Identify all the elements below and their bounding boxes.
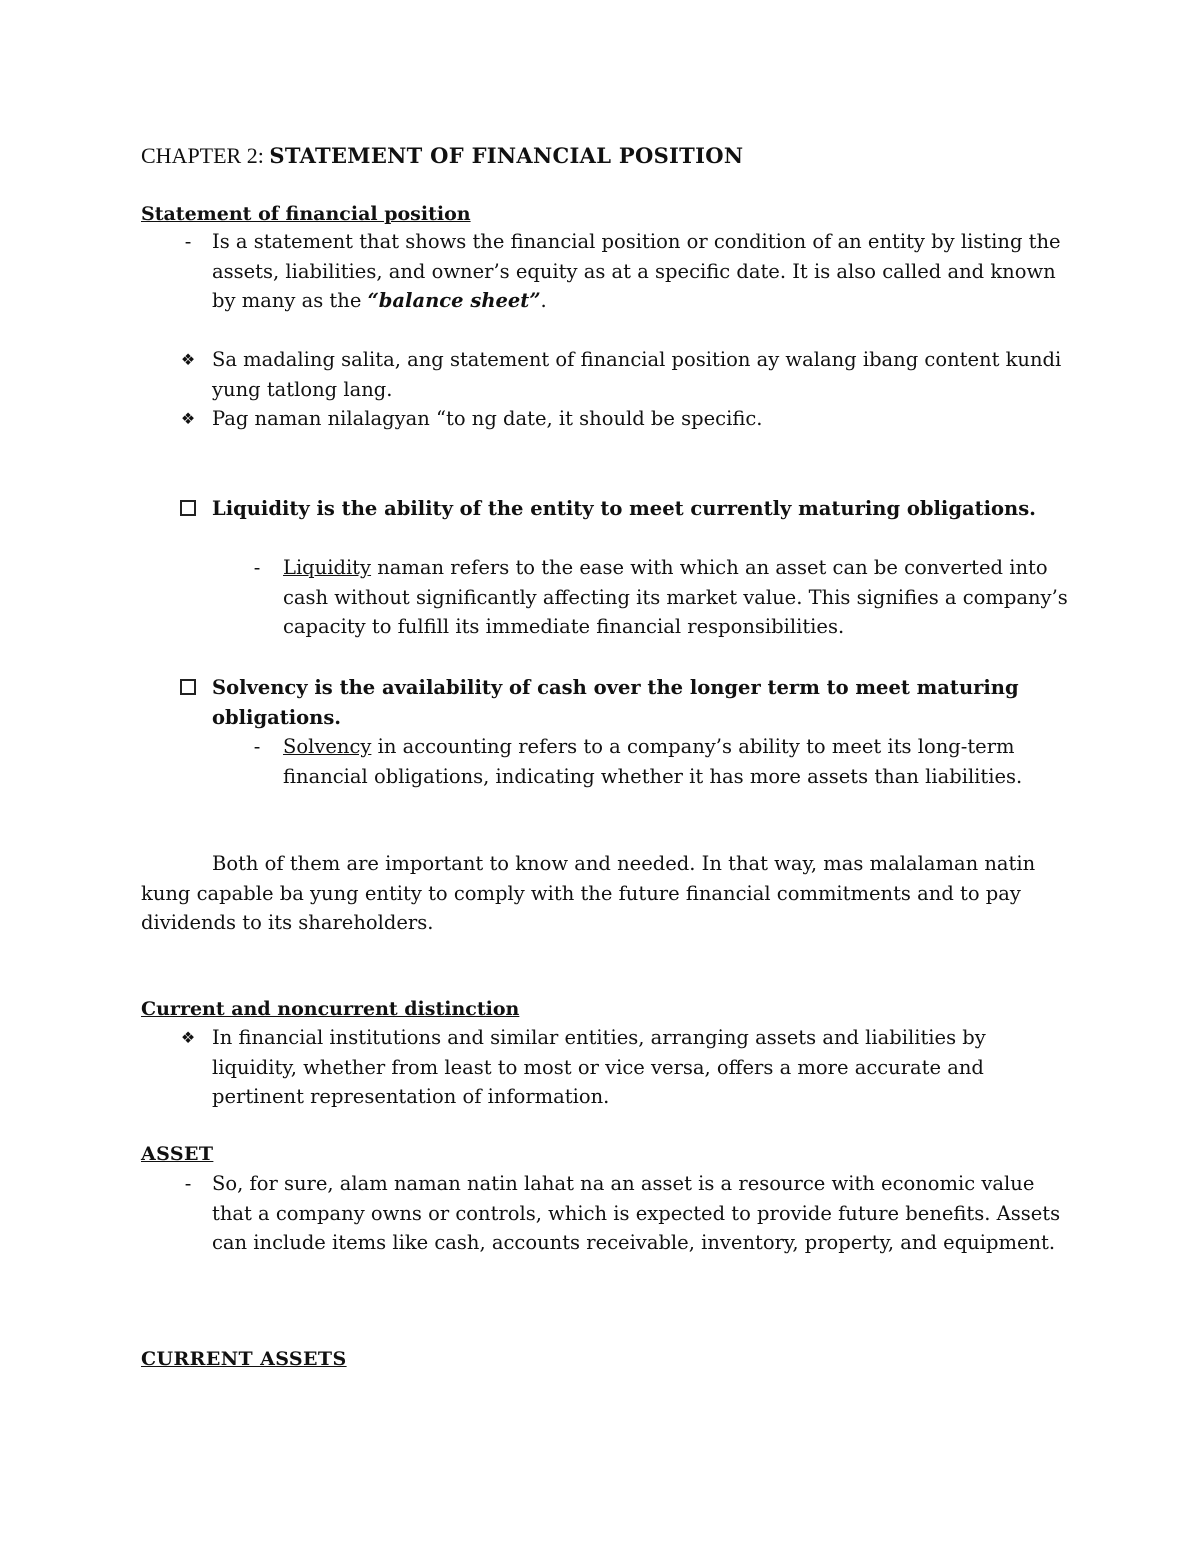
- list-item: [180, 404, 1062, 434]
- balance-sheet-term: “balance sheet”: [367, 289, 541, 312]
- asset-definition: [184, 1169, 1062, 1258]
- diamond-bullet-icon: ❖: [180, 409, 196, 428]
- list-item-text: In financial institutions and similar entities, arranging assets and liabilities by liquidity, whether from least to most or vice versa, offers a more accurate and pertinent representation of information.: [212, 1026, 986, 1108]
- sfp-definition-end: .: [540, 289, 547, 312]
- dash-bullet-icon: -: [253, 556, 261, 579]
- list-item: [180, 345, 1062, 404]
- list-item-text: Sa madaling salita, ang statement of financial position ay walang ibang content kundi yung tatlong lang.: [212, 348, 1062, 401]
- asset-definition-text: So, for sure, alam naman natin lahat na an asset is a resource with economic value that a company owns or controls, which is expected to provide future benefits. Assets can include items like cash, accounts receivable, inventory, property, and equipment.: [212, 1172, 1061, 1254]
- solvency-statement: [212, 673, 1062, 732]
- dash-bullet-icon: -: [253, 735, 261, 758]
- sfp-definition: [184, 227, 1062, 316]
- liquidity-explanation: [253, 553, 1073, 642]
- chapter-title: [141, 141, 1141, 171]
- solvency-statement-text: Solvency is the availability of cash over the longer term to meet maturing obligations.: [212, 676, 1019, 729]
- liquidity-statement: [212, 494, 1062, 524]
- liquidity-explanation-text: naman refers to the ease with which an asset can be converted into cash without significantly affecting its market value. This signifies a company’s capacity to fulfill its immediate financial responsibilities.: [283, 556, 1068, 638]
- liquidity-statement-text: Liquidity is the ability of the entity to meet currently maturing obligations.: [212, 497, 1036, 520]
- chapter-prefix: CHAPTER 2:: [141, 143, 270, 168]
- list-item: [180, 1023, 1062, 1112]
- section-heading-asset: ASSET: [141, 1143, 214, 1165]
- diamond-bullet-icon: ❖: [180, 1028, 196, 1047]
- dash-bullet-icon: -: [184, 1172, 192, 1195]
- section-heading-current-assets: CURRENT ASSETS: [141, 1348, 347, 1370]
- summary-paragraph: Both of them are important to know and needed. In that way, mas malalaman natin kung capable ba yung entity to comply with the future financial commitments and to pay dividends to its shareholders.: [141, 852, 1036, 934]
- section-heading-sfp: Statement of financial position: [141, 203, 471, 225]
- sfp-definition-text: Is a statement that shows the financial position or condition of an entity by listing the assets, liabilities, and owner’s equity as at a specific date. It is also called and known by many as the: [212, 230, 1061, 312]
- liquidity-term: Liquidity: [283, 556, 372, 579]
- diamond-bullet-icon: ❖: [180, 350, 196, 369]
- solvency-term: Solvency: [283, 735, 372, 758]
- solvency-explanation: [253, 732, 1073, 791]
- checkbox-icon: [180, 679, 196, 695]
- chapter-heading: STATEMENT OF FINANCIAL POSITION: [269, 143, 744, 168]
- solvency-explanation-text: in accounting refers to a company’s ability to meet its long-term financial obligations, indicating whether it has more assets than liabilities.: [283, 735, 1023, 788]
- list-item-text: Pag naman nilalagyan “to ng date, it should be specific.: [212, 407, 763, 430]
- checkbox-icon: [180, 500, 196, 516]
- section-heading-current-noncurrent: Current and noncurrent distinction: [141, 998, 520, 1020]
- dash-bullet-icon: -: [184, 230, 192, 253]
